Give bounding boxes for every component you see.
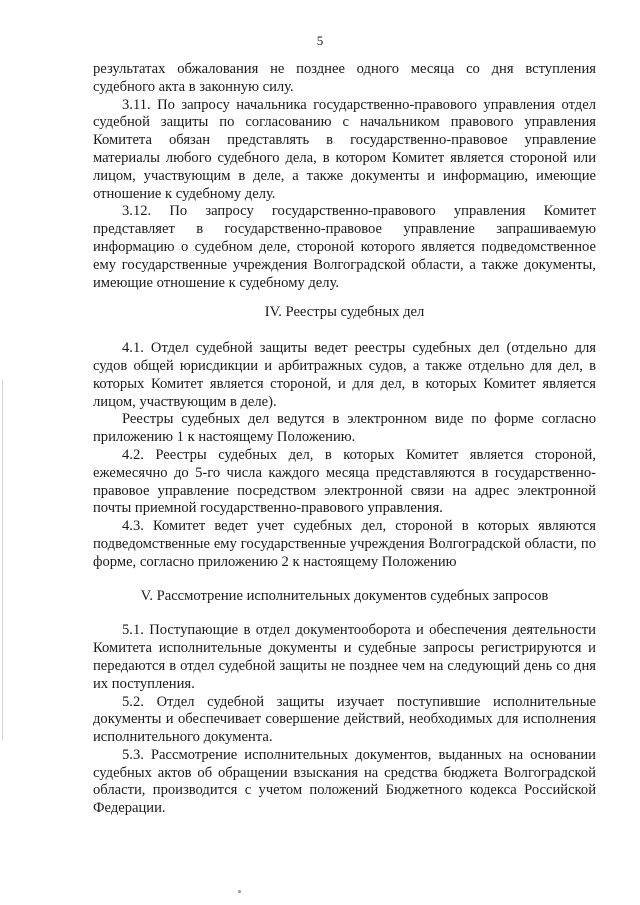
paragraph-3-12: 3.12. По запросу государственно-правового управления Комитет представляет в государственно-правовое управление запрашиваемую информацию о судебном деле, стороной которого является подведомственное ему государственные учреждения Волгоградской области, а также документы, имеющие отношение к судебному делу. (93, 203, 596, 291)
section-v-heading: V. Рассмотрение исполнительных документов судебных запросов (140, 587, 549, 604)
paragraph-5-3: 5.3. Рассмотрение исполнительных документов, выданных на основании судебных актов об обращении взыскания на средства бюджета Волгоградской области, производится с учетом положений Бюджетного кодекса Российской Федерации. (93, 746, 596, 817)
paragraph-continuation: результатах обжалования не позднее одного месяца со дня вступления судебного акта в законную силу. (93, 61, 596, 95)
paragraph-4-1-registry-form: Реестры судебных дел ведутся в электронном виде по форме согласно приложению 1 к настоящему Положению. (93, 411, 596, 446)
paragraph-4-2: 4.2. Реестры судебных дел, в которых Комитет является стороной, ежемесячно до 5-го числа каждого месяца представляются в государственно-правовое управление посредством электронной связи на адрес электронной почты приемной государственно-правового управления. (93, 446, 596, 517)
paragraph-4-3: 4.3. Комитет ведет учет судебных дел, стороной в которых являются подведомственные ему государственные учреждения Волгоградской области, по форме, согласно приложению 2 к настоящему Положению (93, 518, 596, 570)
paragraph-5-2: 5.2. Отдел судебной защиты изучает поступившие исполнительные документы и обеспечивает совершение действий, необходимых для исполнения исполнительного документа. (93, 693, 596, 746)
section-iv-heading: IV. Реестры судебных дел (264, 304, 425, 321)
paragraph-3-11: 3.11. По запросу начальника государственно-правового управления отдел судебной защиты по согласованию с начальником правового управления Комитета обязан представлять в государственно-правовое управление материалы любого судебного дела, в котором Комитет является стороной или лицом, участвующим в деле, а также документы и информацию, имеющие отношение к судебному делу. (93, 96, 596, 202)
scan-speck (238, 890, 241, 893)
scan-edge-mark (2, 380, 3, 740)
paragraph-4-1: 4.1. Отдел судебной защиты ведет реестры судебных дел (отдельно для судов общей юрисдикции и арбитражных судов, а также отдельно для дел, в которых Комитет является стороной, и для дел, в которых Комитет является лицом, участвующим в деле). (93, 340, 596, 410)
paragraph-5-1: 5.1. Поступающие в отдел документооборота и обеспечения деятельности Комитета исполнительные документы и судебные запросы регистрируются и передаются в отдел судебной защиты не позднее чем на следующий день со дня их поступления. (93, 622, 596, 692)
page-number: 5 (316, 33, 324, 48)
document-body (93, 61, 596, 818)
